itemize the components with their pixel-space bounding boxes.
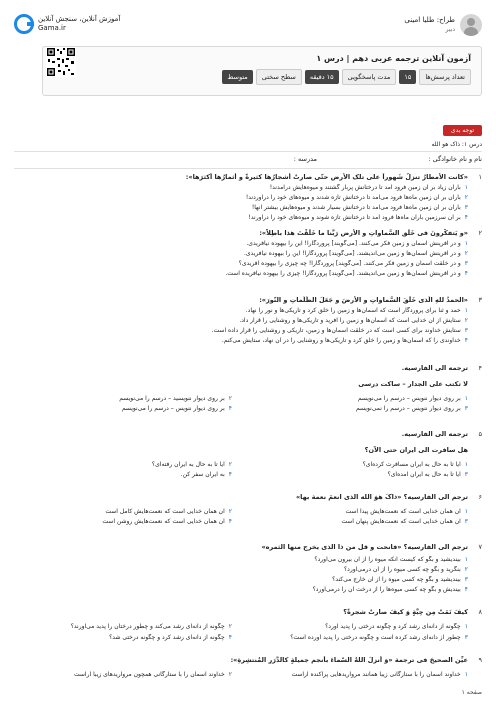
question-text: ترجمه الی الفارسیه. [401, 430, 468, 438]
school-field-label: مدرسه : [293, 155, 317, 163]
stat-value-difficulty: متوسط [222, 70, 252, 84]
option-3[interactable]: ۳و در خلقت آسمان و زمین فکر می‌کنند. [می‌گویند] پروردگارا! چه چیزی را بیهوده آفریدی؟ [238, 260, 468, 267]
option-3[interactable]: ۳باران بر آن زمین ماه‌ها فرود می‌آمد تا درختانش بسیار شدند و میوه‌هایش بیشتر آنها! [251, 204, 468, 211]
divider [14, 168, 482, 169]
note-tag: توجه بدی [443, 125, 482, 136]
exam-title: آزمون آنلاین ترجمه عربی دهم | درس ۱ [316, 54, 471, 63]
avatar [460, 14, 482, 36]
question-9 [14, 656, 482, 686]
question-8 [14, 608, 482, 648]
page-header [14, 14, 482, 44]
option-3[interactable]: ۳ستایش خداوند برای کسی است که در خلقت آسمان‌ها و زمین، تاریکی و روشنایی را قرار داده است. [211, 327, 468, 334]
stat-value-questions: ۱۵ [399, 70, 416, 84]
option-3[interactable]: ۳آن همان خدایی است که نعمت‌هایش پنهان است [341, 518, 468, 525]
option-1[interactable]: ۱بر روی دیوار ننویس – درسم را می‌نویسم [357, 395, 468, 402]
option-2[interactable]: ۲بنگرید و بگو چه کسی میوه را از آن درمی‌آورد؟ [343, 566, 468, 573]
question-text: «الحمدُ للهِ الّذی خَلَقَ السَّماواتِ و الأرضَ و جَعَلَ الظُّلُماتِ و النّورَ»: [259, 296, 468, 304]
option-3[interactable]: ۳آیا تا به حال به ایران آمده‌ای؟ [387, 471, 468, 478]
exam-stats [222, 69, 471, 85]
option-1[interactable]: ۱و در آفرینش آسمان و زمین فکر می‌کنند. [می‌گویند] پروردگارا! این را بیهوده نیافریدی. [246, 240, 468, 247]
question-text: «و یَتفکّرونَ فی خَلْقِ السَّماواتِ و الأرضِ رَبَّنا ما خَلَقْتَ هذا باطِلاً»: [259, 229, 468, 237]
student-info-row [14, 155, 482, 169]
page-number: صفحه ۱ [461, 689, 482, 696]
name-field-label: نام و نام خانوادگی : [428, 155, 482, 163]
option-4[interactable]: ۴چگونه از دانه‌ای رشد کرد و چگونه درختی شد؟ [109, 634, 232, 641]
brand-title: آموزش آنلاین، سنجش آنلاین [38, 15, 121, 23]
divider [14, 151, 482, 152]
option-4[interactable]: ۴و در آفرینش آسمان‌ها و زمین می‌اندیشند. [می‌گویند] پروردگارا! چیزی را بیهوده نیافریده است. [225, 270, 468, 277]
stat-label-duration: مدت پاسخگویی [342, 69, 397, 85]
option-4[interactable]: ۴بر آن سرزمین باران ماه‌ها فرود آمد تا درختانش تازه شوند و میوه‌های خود را درآورند! [248, 214, 468, 221]
option-2[interactable]: ۲آیا تا به حال به ایران رفته‌ای؟ [151, 461, 232, 468]
question-3 [14, 296, 482, 348]
option-2[interactable]: ۲ستایش از آن خدایی است که آسمان‌ها و زمین را آفرید و تاریکی‌ها و روشنایی را قرار داد. [239, 317, 468, 324]
exam-info-box [42, 46, 482, 96]
option-2[interactable]: ۲آن همان خدایی است که نعمت‌هایش کامل است [105, 508, 232, 515]
option-2[interactable]: ۲و در آفرینش آسمان‌ها و زمین می‌اندیشند. [می‌گویند] پروردگارا! این را بیهوده نیافریدی. [243, 250, 468, 257]
option-1[interactable]: ۱آیا تا به حال به ایران مسافرت کرده‌ای؟ [362, 461, 468, 468]
question-text: ترجم الی الفارسیه؟ «فانحت و قل من ذا الذی یخرج منها الثمره» [261, 543, 468, 551]
option-3[interactable]: ۳چطور از دانه‌ای رشد کرده است و چگونه درختی را پدید آورده است؟ [290, 634, 468, 641]
question-number: ۳ [478, 296, 482, 304]
option-2[interactable]: ۲بر روی دیوار ننویسید – درسم را می‌نویسم [119, 395, 232, 402]
question-2 [14, 229, 482, 281]
gama-logo-icon [14, 14, 34, 34]
question-number: ۷ [478, 543, 482, 551]
option-2[interactable]: ۲باران بر آن زمین ماه‌ها فرود می‌آمد تا درختانش تازه شدند و میوه‌های خود را درآوردند! [245, 194, 468, 201]
stat-label-questions: تعداد پرسش‌ها [419, 69, 471, 85]
question-6 [14, 493, 482, 533]
option-4[interactable]: ۴آن همان خدایی است که نعمت‌هایش روشن است [102, 518, 232, 525]
option-1[interactable]: ۱بیندیشید و بگو که کیست آنکه میوه را از آن بیرون می‌آورد؟ [314, 556, 468, 563]
lesson-label: درس ۱: ذاک هو الله [431, 141, 482, 148]
option-1[interactable]: ۱چگونه از دانه‌ای رشد کرد و چگونه درختی را پدید آورد؟ [325, 623, 468, 630]
question-sentence: هل سافرت الی ایران حتی الآن؟ [364, 446, 468, 454]
brand[interactable] [14, 14, 120, 34]
author-role: دبیر [445, 26, 455, 33]
option-1[interactable]: ۱باران زیاد بر آن زمین فرود آمد تا درختانش پربار گشتند و میوه‌هایش درآمدند! [269, 184, 468, 191]
question-text: کیفَ نَمَتْ مِن حِبَّةٍ وَ کیفَ صارتْ شجرةً؟ [343, 608, 468, 616]
question-text: ترجم الی الفارسیه؟ «ذاکَ هوَ الله الذی انعمَ نعمة بها» [295, 493, 468, 501]
question-1 [14, 173, 482, 225]
question-5 [14, 430, 482, 482]
option-1[interactable]: ۱خداوند آسمان را با ستارگانی زیبا همانند مرواریدهایی پراکنده آراست [291, 671, 468, 678]
stat-value-duration: ۱۵ دقیقه [305, 70, 339, 84]
question-text: عیِّن الصحیحَ فی ترجمة «وَ أنزلَ اللهُ السّماءَ بأنجمٍ جمیلةٍ کالدُّرَرِ المُنتشِرةِ»: [230, 656, 468, 664]
question-number: ۴ [478, 364, 482, 372]
option-3[interactable]: ۳بر روی دیوار ننویس – درسم را نمی‌نویسم [355, 405, 468, 412]
option-4[interactable]: ۴به ایران سفر کن. [180, 471, 232, 478]
option-4[interactable]: ۴بر روی دیوار ننویس – درسم را می‌نویسم [121, 405, 232, 412]
option-4[interactable]: ۴خداوندی را که آسمان‌ها و زمین را خلق کرد و تاریکی‌ها و روشنایی را در آن نهاد، ستایش می‌کنم. [221, 337, 468, 344]
question-number: ۹ [478, 656, 482, 664]
author-block [404, 14, 482, 36]
question-text: ترجمه الی الفارسیه. [401, 364, 468, 372]
option-4[interactable]: ۴بیندیش و بگو چه کسی میوه‌ها را از درخت آن را درمی‌آورد؟ [312, 586, 468, 593]
question-sentence: لا تکتب علی الجدار – ساکت درسی [358, 380, 468, 388]
question-number: ۶ [478, 493, 482, 501]
question-4 [14, 364, 482, 416]
stat-label-difficulty: سطح سختی [256, 69, 302, 85]
question-7 [14, 543, 482, 601]
qr-code-icon [46, 47, 76, 77]
brand-site: Gama.ir [38, 24, 66, 32]
question-text: «کانت الأمطارُ تنزلُ شَهوراً علی تلک الأرضِ حتّی صارتْ أشجارُها کثیرةً و أثمارُها أکثرَها»: [185, 173, 468, 181]
option-3[interactable]: ۳بیندیشید و بگو چه کسی میوه را از آن خارج می‌کند؟ [332, 576, 468, 583]
question-number: ۸ [478, 608, 482, 616]
option-2[interactable]: ۲خداوند آسمان را با ستارگانی همچون مرواریدهای زیبا آراست [74, 671, 232, 678]
option-2[interactable]: ۲چگونه از دانه‌ای رشد می‌کند و چطور درختان را پدید می‌آورند؟ [70, 623, 232, 630]
option-1[interactable]: ۱حمد و ثنا برای پروردگار است که آسمان‌ها و زمین را خلق کرد و تاریکی‌ها و نور را نهاد. [245, 307, 468, 314]
author-name: طراح: طلیا امینی [404, 16, 455, 24]
question-number: ۱ [478, 173, 482, 181]
option-1[interactable]: ۱آن همان خدایی است که نعمت‌هایش پیدا است [345, 508, 468, 515]
question-number: ۲ [478, 229, 482, 237]
question-number: ۵ [478, 430, 482, 438]
